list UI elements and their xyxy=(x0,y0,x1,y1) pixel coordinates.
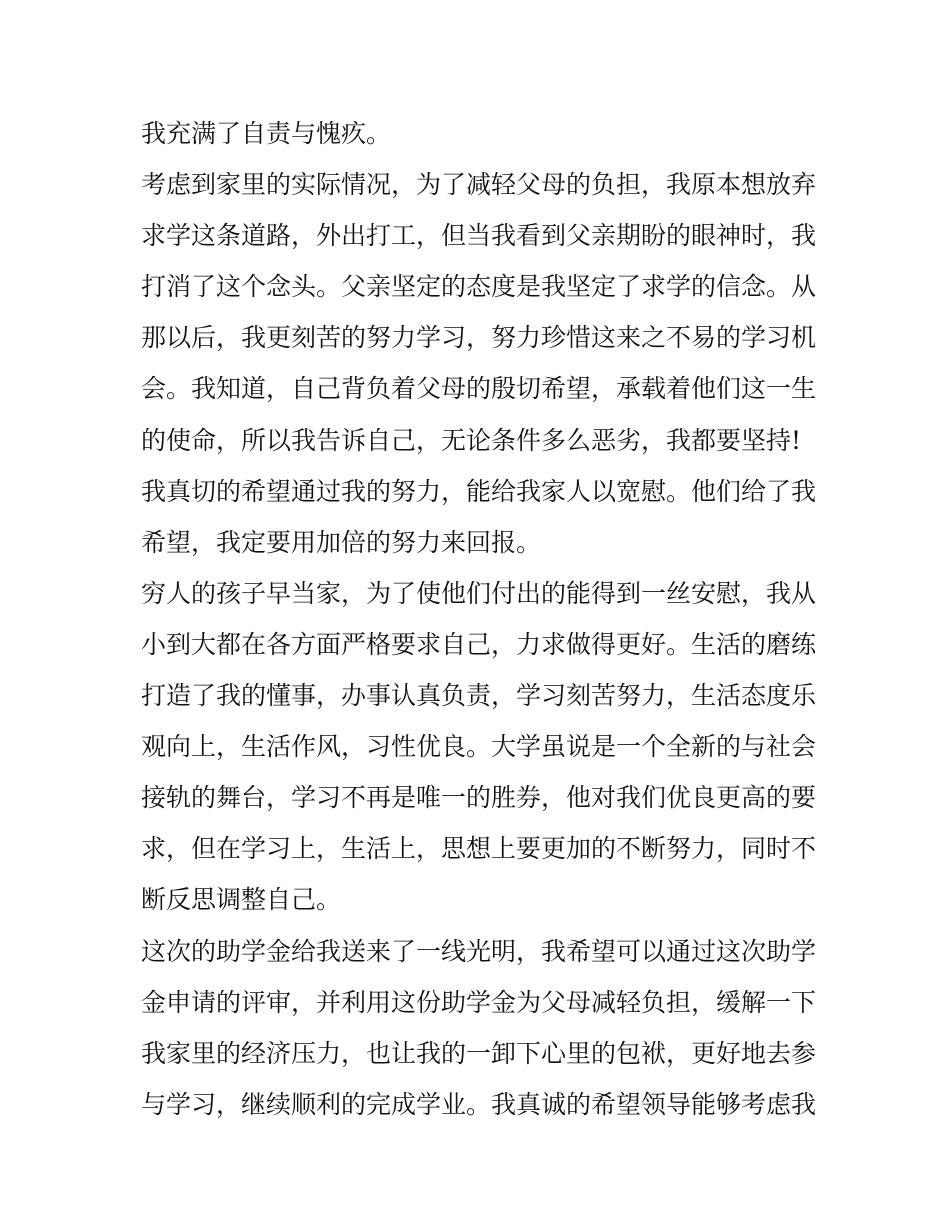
text-line: 穷人的孩子早当家，为了使他们付出的能得到一丝安慰，我从 xyxy=(141,578,817,608)
text-line: 求学这条道路，外出打工，但当我看到父亲期盼的眼神时，我 xyxy=(141,221,817,251)
text-line: 打消了这个念头。父亲坚定的态度是我坚定了求学的信念。从 xyxy=(141,272,817,302)
text-line: 金申请的评审，并利用这份助学金为父母减轻负担，缓解一下 xyxy=(141,987,817,1017)
text-line: 断反思调整自己。 xyxy=(141,885,342,915)
text-line: 我真切的希望通过我的努力，能给我家人以宽慰。他们给了我 xyxy=(141,476,817,506)
text-line: 我家里的经济压力，也让我的一卸下心里的包袱，更好地去参 xyxy=(141,1038,817,1068)
text-line: 考虑到家里的实际情况，为了减轻父母的负担，我原本想放弃 xyxy=(141,170,817,200)
body-text xyxy=(141,108,821,1130)
text-line: 求，但在学习上，生活上，思想上要更加的不断努力，同时不 xyxy=(141,834,817,864)
text-line: 会。我知道，自己背负着父母的殷切希望，承载着他们这一生 xyxy=(141,374,817,404)
text-line: 我充满了自责与愧疚。 xyxy=(141,119,392,148)
text-line: 打造了我的懂事，办事认真负责，学习刻苦努力，生活态度乐 xyxy=(141,681,817,711)
text-line: 这次的助学金给我送来了一线光明，我希望可以通过这次助学 xyxy=(141,936,817,966)
text-line: 与学习，继续顺利的完成学业。我真诚的希望领导能够考虑我 xyxy=(141,1089,817,1119)
text-line: 那以后，我更刻苦的努力学习，努力珍惜这来之不易的学习机 xyxy=(141,323,817,353)
text-line: 接轨的舞台，学习不再是唯一的胜券，他对我们优良更高的要 xyxy=(141,783,817,813)
text-line: 观向上，生活作风，习性优良。大学虽说是一个全新的与社会 xyxy=(141,732,817,762)
text-line: 的使命，所以我告诉自己，无论条件多么恶劣，我都要坚持! xyxy=(141,425,802,455)
text-line: 小到大都在各方面严格要求自己，力求做得更好。生活的磨练 xyxy=(141,629,817,659)
text-line: 希望，我定要用加倍的努力来回报。 xyxy=(141,527,542,557)
